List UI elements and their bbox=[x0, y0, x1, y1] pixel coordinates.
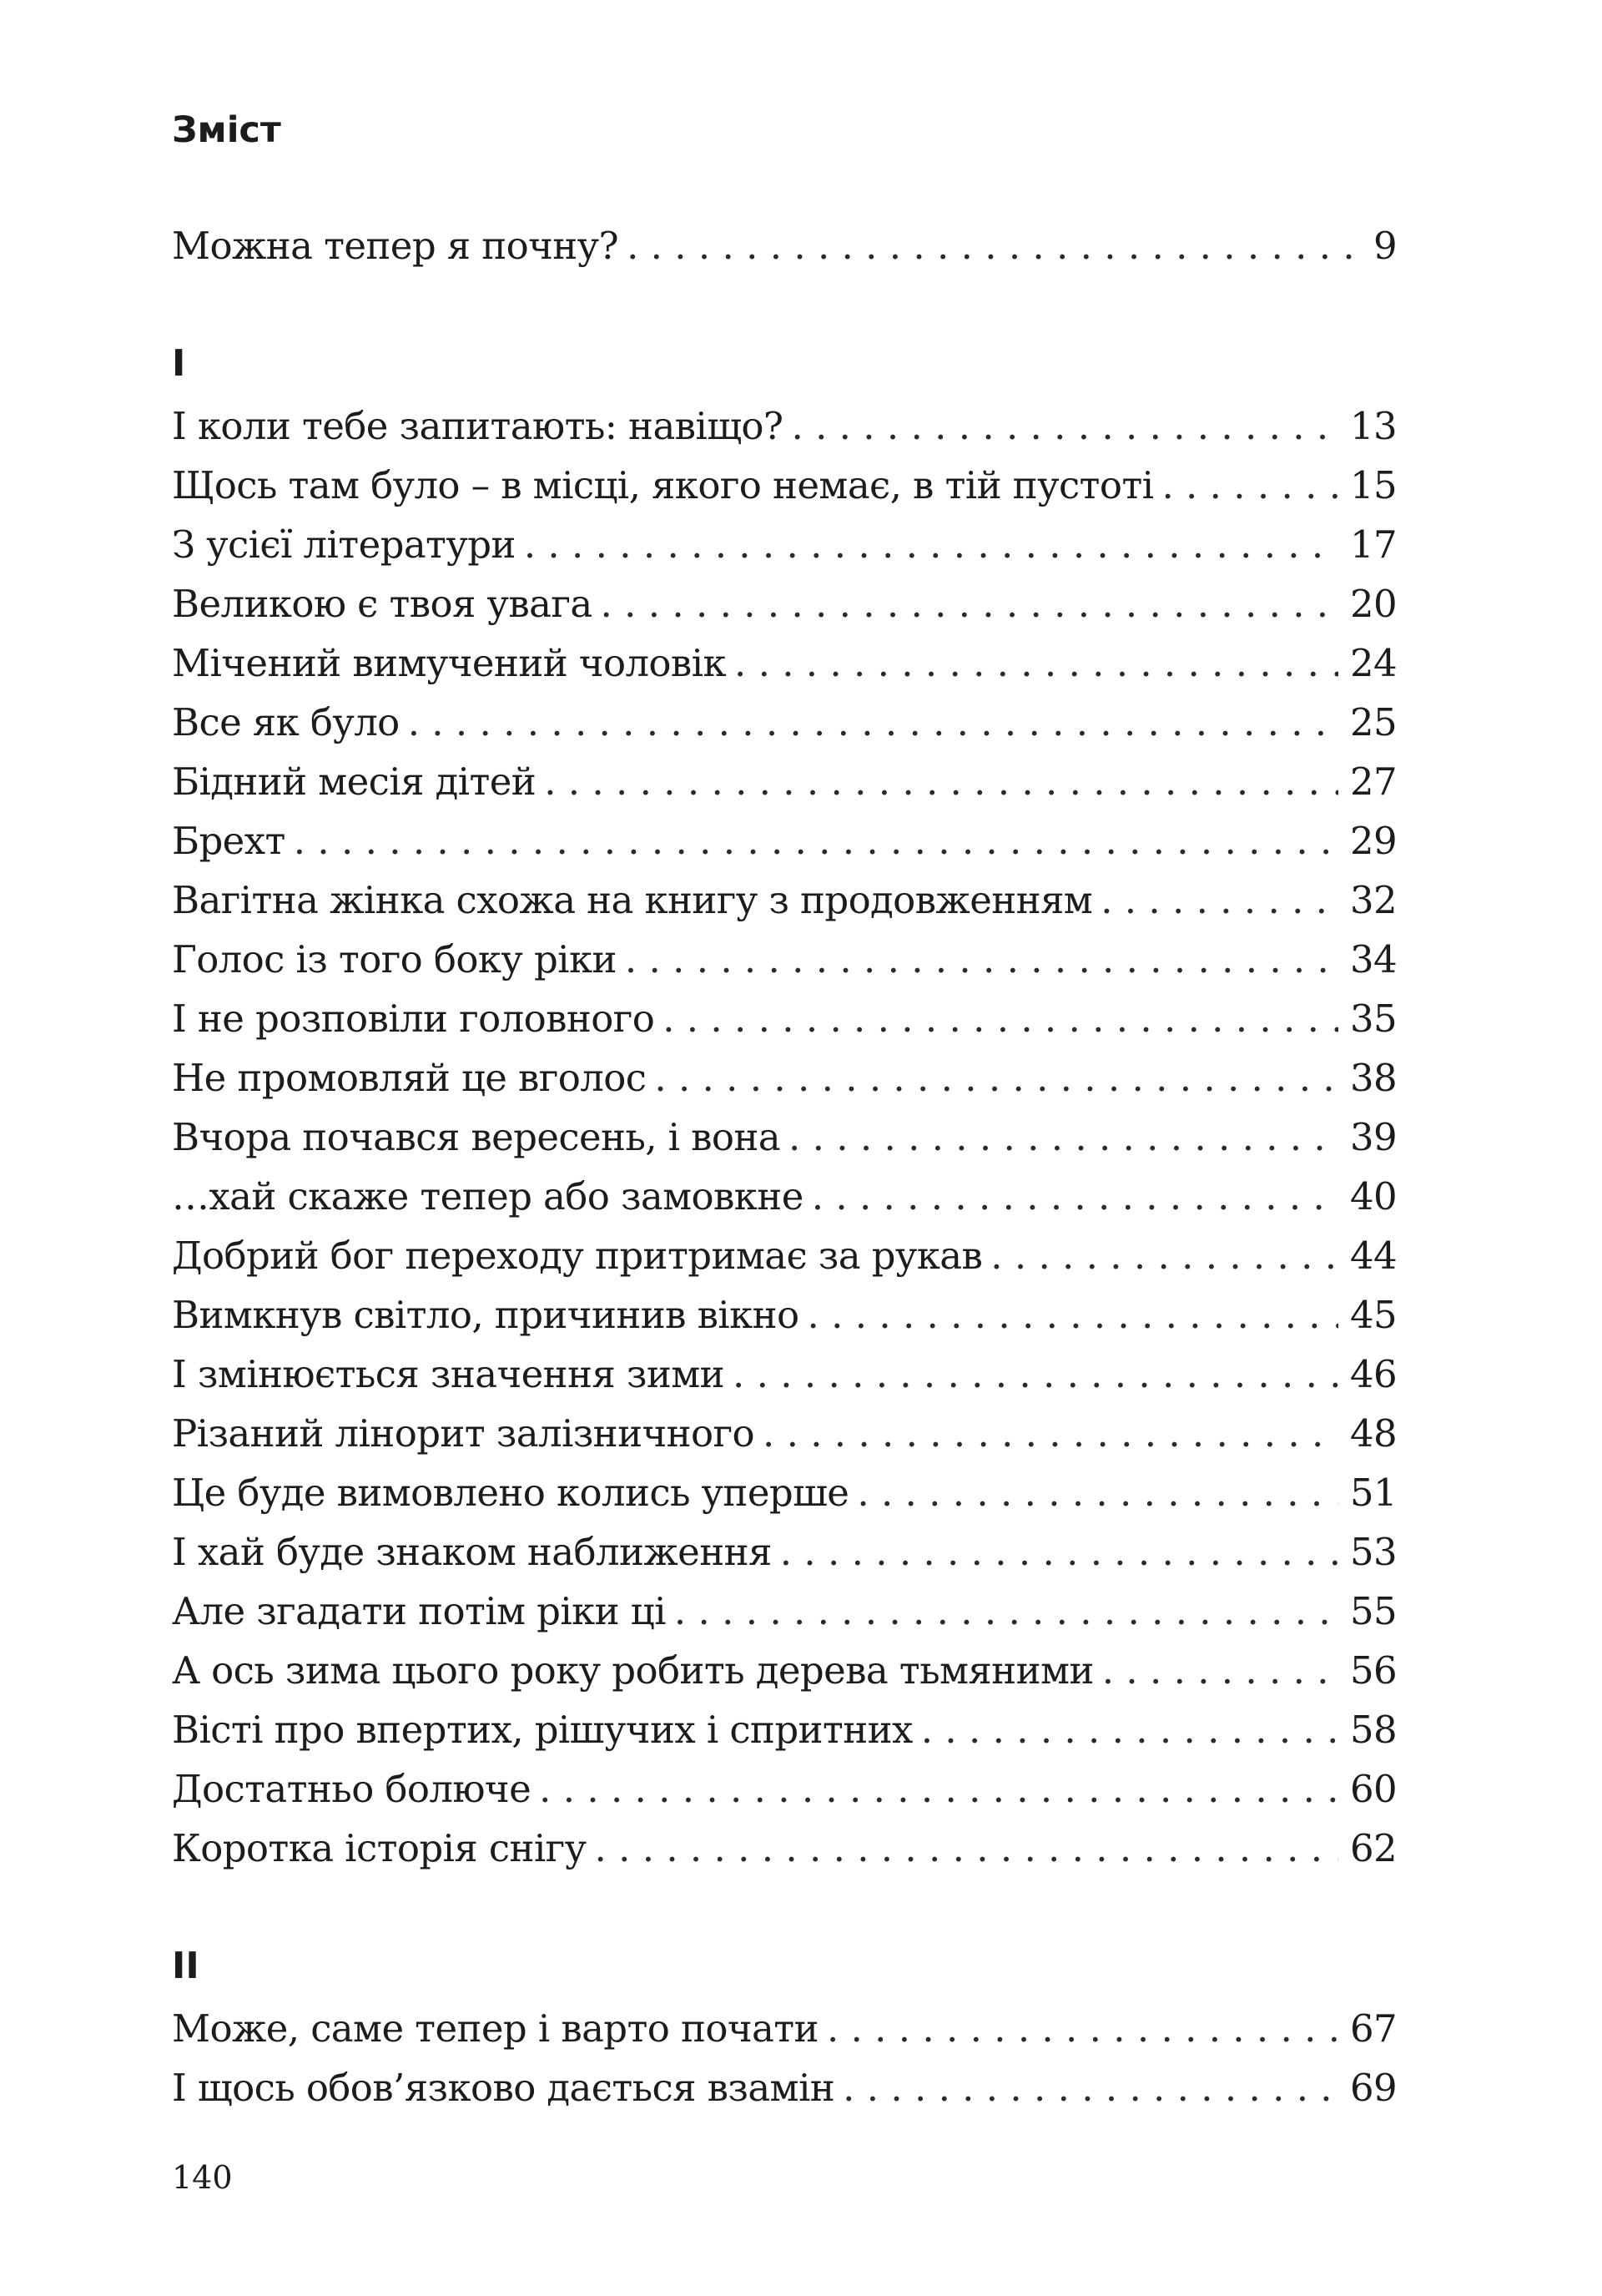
toc-entry-label: Це буде вимовлено колись уперше bbox=[172, 1471, 849, 1515]
toc-entry-page: 60 bbox=[1349, 1767, 1397, 1811]
dot-leader bbox=[791, 396, 1338, 456]
dot-leader bbox=[539, 1759, 1338, 1819]
toc-entry-label: І хай буде знаком наближення bbox=[172, 1530, 772, 1574]
toc-entry bbox=[172, 1759, 1397, 1819]
dot-leader bbox=[524, 515, 1338, 574]
dot-leader bbox=[1102, 1641, 1338, 1700]
toc-entry-page: 29 bbox=[1349, 819, 1397, 863]
toc-entry-label: Вчора почався вересень, і вона bbox=[172, 1115, 781, 1159]
dot-leader bbox=[808, 1285, 1338, 1345]
toc-entry-page: 67 bbox=[1349, 2006, 1397, 2051]
toc-entry-page: 48 bbox=[1349, 1411, 1397, 1456]
toc-entry-page: 34 bbox=[1349, 937, 1397, 981]
toc-entry-page: 69 bbox=[1349, 2066, 1397, 2110]
toc-entry-page: 40 bbox=[1349, 1174, 1397, 1219]
dot-leader bbox=[734, 633, 1338, 693]
page-number: 140 bbox=[172, 2159, 233, 2196]
toc-entry bbox=[172, 1641, 1397, 1700]
dot-leader bbox=[788, 1108, 1338, 1167]
dot-leader bbox=[625, 930, 1338, 989]
toc-entry-page: 24 bbox=[1349, 641, 1397, 685]
toc-entry bbox=[172, 930, 1397, 989]
toc-entry-label: З усієї літератури bbox=[172, 522, 516, 567]
toc-entry-label: Вісті про впертих, рішучих і спритних bbox=[172, 1708, 913, 1752]
dot-leader bbox=[827, 1999, 1338, 2058]
toc-entry-label: А ось зима цього року робить дерева тьмяними bbox=[172, 1648, 1094, 1693]
toc-entry-label: Великою є твоя увага bbox=[172, 582, 592, 626]
toc-entry bbox=[172, 1226, 1397, 1285]
toc-entry-page: 56 bbox=[1349, 1648, 1397, 1693]
toc-entry-label: І не розповіли головного bbox=[172, 997, 655, 1041]
dot-leader bbox=[408, 693, 1338, 752]
toc-entry bbox=[172, 1285, 1397, 1345]
section-heading-2: II bbox=[172, 1945, 199, 1987]
toc-entry-page: 62 bbox=[1349, 1826, 1397, 1870]
toc-entry-intro bbox=[172, 216, 1397, 275]
toc-entry-label: …хай скаже тепер або замовкне bbox=[172, 1174, 804, 1219]
toc-entry bbox=[172, 1167, 1397, 1226]
toc-entry bbox=[172, 1522, 1397, 1582]
toc-entry-label: Голос із того боку ріки bbox=[172, 937, 617, 981]
toc-entry bbox=[172, 693, 1397, 752]
dot-leader bbox=[733, 1345, 1338, 1404]
toc-entry-label: І щось обов’язково дається взамін bbox=[172, 2066, 835, 2110]
toc-entry-label: Але згадати потім ріки ці bbox=[172, 1589, 666, 1633]
toc-entry bbox=[172, 1345, 1397, 1404]
toc-entry-page: 27 bbox=[1349, 759, 1397, 804]
toc-entry bbox=[172, 870, 1397, 930]
toc-entry bbox=[172, 1700, 1397, 1759]
toc-entry bbox=[172, 2058, 1397, 2117]
toc-entry bbox=[172, 1108, 1397, 1167]
dot-leader bbox=[294, 811, 1338, 870]
dot-leader bbox=[595, 1819, 1338, 1878]
toc-entry-page: 53 bbox=[1349, 1530, 1397, 1574]
toc-entry-page: 45 bbox=[1349, 1293, 1397, 1337]
dot-leader bbox=[990, 1226, 1338, 1285]
toc-entry-label: Вимкнув світло, причинив вікно bbox=[172, 1293, 799, 1337]
toc-entry-label: Може, саме тепер і варто почати bbox=[172, 2006, 819, 2051]
toc-entry-label: Добрий бог переходу притримає за рукав bbox=[172, 1234, 983, 1278]
toc-entry-label: І коли тебе запитають: навіщо? bbox=[172, 404, 783, 448]
toc-entry-page: 15 bbox=[1349, 463, 1397, 507]
toc-entry bbox=[172, 1404, 1397, 1463]
toc-entry bbox=[172, 1819, 1397, 1878]
toc-entry-page: 46 bbox=[1349, 1352, 1397, 1396]
dot-leader bbox=[544, 752, 1338, 811]
dot-leader bbox=[627, 216, 1362, 275]
toc-entry-label: Різаний лінорит залізничного bbox=[172, 1411, 754, 1456]
toc-entry bbox=[172, 396, 1397, 456]
toc-entry-page: 38 bbox=[1349, 1056, 1397, 1100]
toc-entry bbox=[172, 574, 1397, 633]
toc-entry-page: 44 bbox=[1349, 1234, 1397, 1278]
toc-entry bbox=[172, 1463, 1397, 1522]
toc-entry-page: 17 bbox=[1349, 522, 1397, 567]
toc-entry-page: 13 bbox=[1349, 404, 1397, 448]
toc-entry-page: 51 bbox=[1349, 1471, 1397, 1515]
toc-entry bbox=[172, 515, 1397, 574]
dot-leader bbox=[763, 1404, 1338, 1463]
toc-entry-page: 25 bbox=[1349, 700, 1397, 744]
dot-leader bbox=[812, 1167, 1338, 1226]
dot-leader bbox=[1161, 456, 1338, 515]
dot-leader bbox=[654, 1048, 1338, 1108]
toc-entry-label: Брехт bbox=[172, 819, 285, 863]
dot-leader bbox=[1101, 870, 1338, 930]
dot-leader bbox=[921, 1700, 1338, 1759]
toc-entry bbox=[172, 811, 1397, 870]
toc-entry-label: Мічений вимучений чоловік bbox=[172, 641, 726, 685]
dot-leader bbox=[601, 574, 1338, 633]
toc-entry bbox=[172, 633, 1397, 693]
toc-entry-page: 58 bbox=[1349, 1708, 1397, 1752]
toc-entry-page: 55 bbox=[1349, 1589, 1397, 1633]
toc-entry-page: 35 bbox=[1349, 997, 1397, 1041]
toc-entry bbox=[172, 1048, 1397, 1108]
toc-entry bbox=[172, 456, 1397, 515]
toc-entry-label: Можна тепер я почну? bbox=[172, 224, 619, 268]
toc-entry-page: 9 bbox=[1373, 224, 1397, 268]
toc-entry-label: Бідний месія дітей bbox=[172, 759, 537, 804]
toc-entry-label: Коротка історія снігу bbox=[172, 1826, 587, 1870]
toc-entry-label: І змінюється значення зими bbox=[172, 1352, 725, 1396]
toc-entry-label: Все як було bbox=[172, 700, 400, 744]
toc-entry-label: Вагітна жінка схожа на книгу з продовженням bbox=[172, 878, 1093, 922]
toc-entry bbox=[172, 1582, 1397, 1641]
dot-leader bbox=[843, 2058, 1338, 2117]
dot-leader bbox=[662, 989, 1338, 1048]
dot-leader bbox=[780, 1522, 1338, 1582]
toc-entry bbox=[172, 989, 1397, 1048]
toc-entry-page: 39 bbox=[1349, 1115, 1397, 1159]
section-heading-1: I bbox=[172, 342, 186, 385]
toc-entry bbox=[172, 1999, 1397, 2058]
dot-leader bbox=[857, 1463, 1338, 1522]
toc-entry-page: 20 bbox=[1349, 582, 1397, 626]
toc-entry bbox=[172, 752, 1397, 811]
dot-leader bbox=[674, 1582, 1338, 1641]
toc-entry-label: Не промовляй це вголос bbox=[172, 1056, 647, 1100]
toc-title: Зміст bbox=[172, 109, 281, 151]
toc-entry-page: 32 bbox=[1349, 878, 1397, 922]
toc-entry-label: Щось там було – в місці, якого немає, в тій пустоті bbox=[172, 463, 1154, 507]
toc-entry-label: Достатньо болюче bbox=[172, 1767, 531, 1811]
